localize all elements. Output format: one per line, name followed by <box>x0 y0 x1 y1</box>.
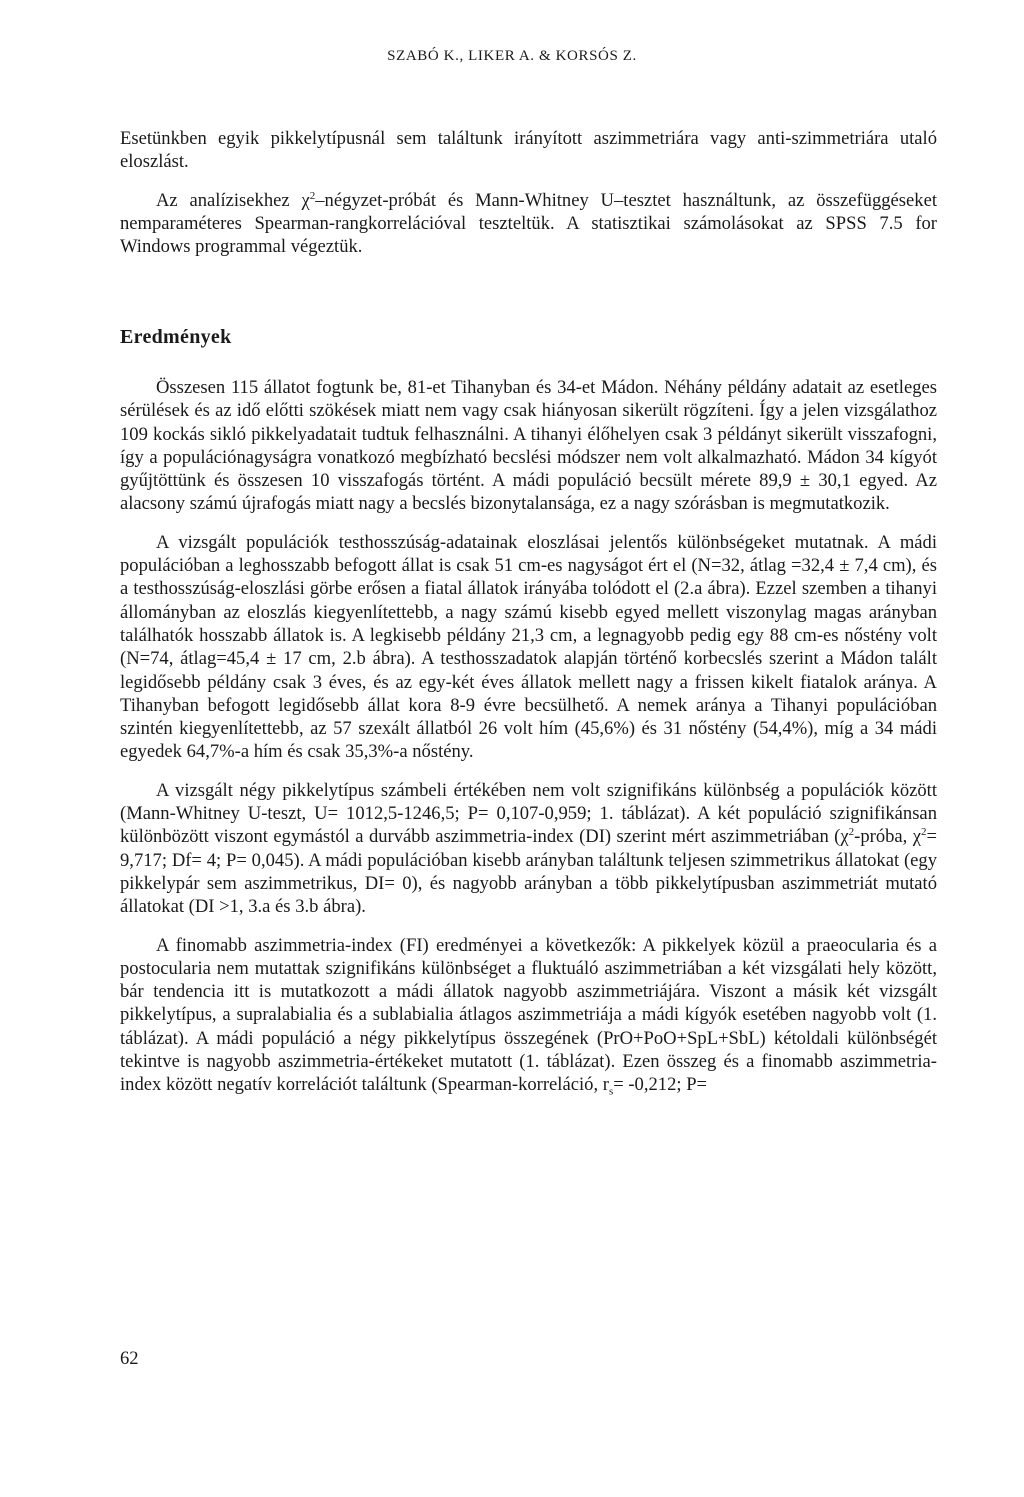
text-run: Az analízisekhez χ <box>156 189 310 211</box>
page-number: 62 <box>120 1348 139 1369</box>
subscript: s <box>608 1086 614 1099</box>
superscript: 2 <box>848 826 855 839</box>
text-run: A finomabb aszimmetria-index (FI) eredményei a következők: A pikkelyek közül a praeocularia és a postocularia nem mutattak szignifikáns különbséget a fluktuáló aszimmetriában a két vizsgálati hely között, bár tendencia itt is mutatkozott a mádi állatok nagyobb aszimmetriájára. Viszont a másik két vizsgált pikkelytípus, a supralabialia és a sublabialia átlagos aszimmetriája a mádi kígyók esetében nagyobb volt (1. táblázat). A mádi populáció a négy pikkelytípus összegének (PrO+PoO+SpL+SbL) kétoldali különbségét tekintve is nagyobb aszimmetria-értékeket mutatott (1. táblázat). Ezen összeg és a finomabb aszimmetria-index között negatív korrelációt találtunk (Spearman-korreláció, r <box>120 934 937 1096</box>
superscript: 2 <box>921 826 927 839</box>
superscript: 2 <box>309 189 316 202</box>
paragraph <box>120 779 937 919</box>
text-run: -próba, χ <box>854 826 922 848</box>
text-run: A vizsgált négy pikkelytípus számbeli értékében nem volt szignifikáns különbség a populációk között (Mann-Whitney U-teszt, U= 1012,5-1246,5; P= 0,107-0,959; 1. táblázat). A két populáció szignifikánsan különbözött viszont egymástól a durvább aszimmetria-index (DI) szerint mért aszimmetriában (χ <box>120 779 937 848</box>
results-text <box>120 376 937 1112</box>
text-run: = -0,212; P= <box>613 1074 708 1096</box>
paragraph: Esetünkben egyik pikkelytípusnál sem találtunk irányított aszimmetriára vagy anti-szimmetriára utaló eloszlást. <box>120 128 937 173</box>
running-head: SZABÓ K., LIKER A. & KORSÓS Z. <box>387 48 637 64</box>
paragraph: A vizsgált populációk testhosszúság-adatainak eloszlásai jelentős különbségeket mutatnak. A mádi populációban a leghosszabb befogott állat is csak 51 cm-es nagyságot ért el (N=32, átlag =32,4 ± 7,4 cm), és a testhosszúság-eloszlási görbe erősen a fiatal állatok irányába tolódott el (2.a ábra). Ezzel szemben a tihanyi állományban az eloszlás kiegyenlítettebb, a nagy számú kisebb egyed mellett viszonylag magas arányban találhatók hosszabb állatok is. A legkisebb példány 21,3 cm, a legnagyobb pedig egy 88 cm-es nőstény volt (N=74, átlag=45,4 ± 17 cm, 2.b ábra). A testhosszadatok alapján történő korbecslés szerint a Mádon talált legidősebb példány csak 3 éves, és az egy-két éves állatok mellett nagy a frissen kikelt fiatalok aránya. A Tihanyban befogott legidősebb állat kora 8-9 évre becsülhető. A nemek aránya a Tihanyi populációban szintén kiegyenlítettebb, az 57 szexált állatból 26 volt hím (45,6%) és 31 nőstény (54,4%), míg a 34 mádi egyedek 64,7%-a hím és csak 35,3%-a nőstény. <box>120 531 937 763</box>
paragraph <box>120 934 937 1097</box>
paragraph <box>120 189 937 259</box>
text-run: = 9,717; Df= 4; P= 0,045). A mádi populációban kisebb arányban találtunk teljesen szimmetrikus állatokat (egy pikkelypár sem aszimmetrikus, DI= 0), és nagyobb arányban a több pikkelytípusban aszimmetriát mutató állatokat (DI >1, 3.a és 3.b ábra). <box>120 826 938 918</box>
methods-text <box>120 127 937 273</box>
section-heading: Eredmények <box>120 326 232 348</box>
paragraph: Összesen 115 állatot fogtunk be, 81-et Tihanyban és 34-et Mádon. Néhány példány adatait az esetleges sérülések és az idő előtti szökések miatt nem vagy csak hiányosan sikerült rögzíteni. Így a jelen vizsgálathoz 109 kockás sikló pikkelyadatait tudtuk felhasználni. A tihanyi élőhelyen csak 3 példányt sikerült visszafogni, így a populációnagyságra vonatkozó megbízható becslési módszer nem volt alkalmazható. Mádon 34 kígyót gyűjtöttünk és összesen 10 visszafogás történt. A mádi populáció becsült mérete 89,9 ± 30,1 egyed. Az alacsony számú újrafogás miatt nagy a becslés bizonytalansága, ez a nagy szórásban is megmutatkozik. <box>120 377 937 515</box>
text-run: –négyzet-próbát és Mann-Whitney U–tesztet használtunk, az összefüggéseket nemparaméteres Spearman-rangkorrelációval teszteltük. A statisztikai számolásokat az SPSS 7.5 for Windows programmal végeztük. <box>120 189 938 258</box>
